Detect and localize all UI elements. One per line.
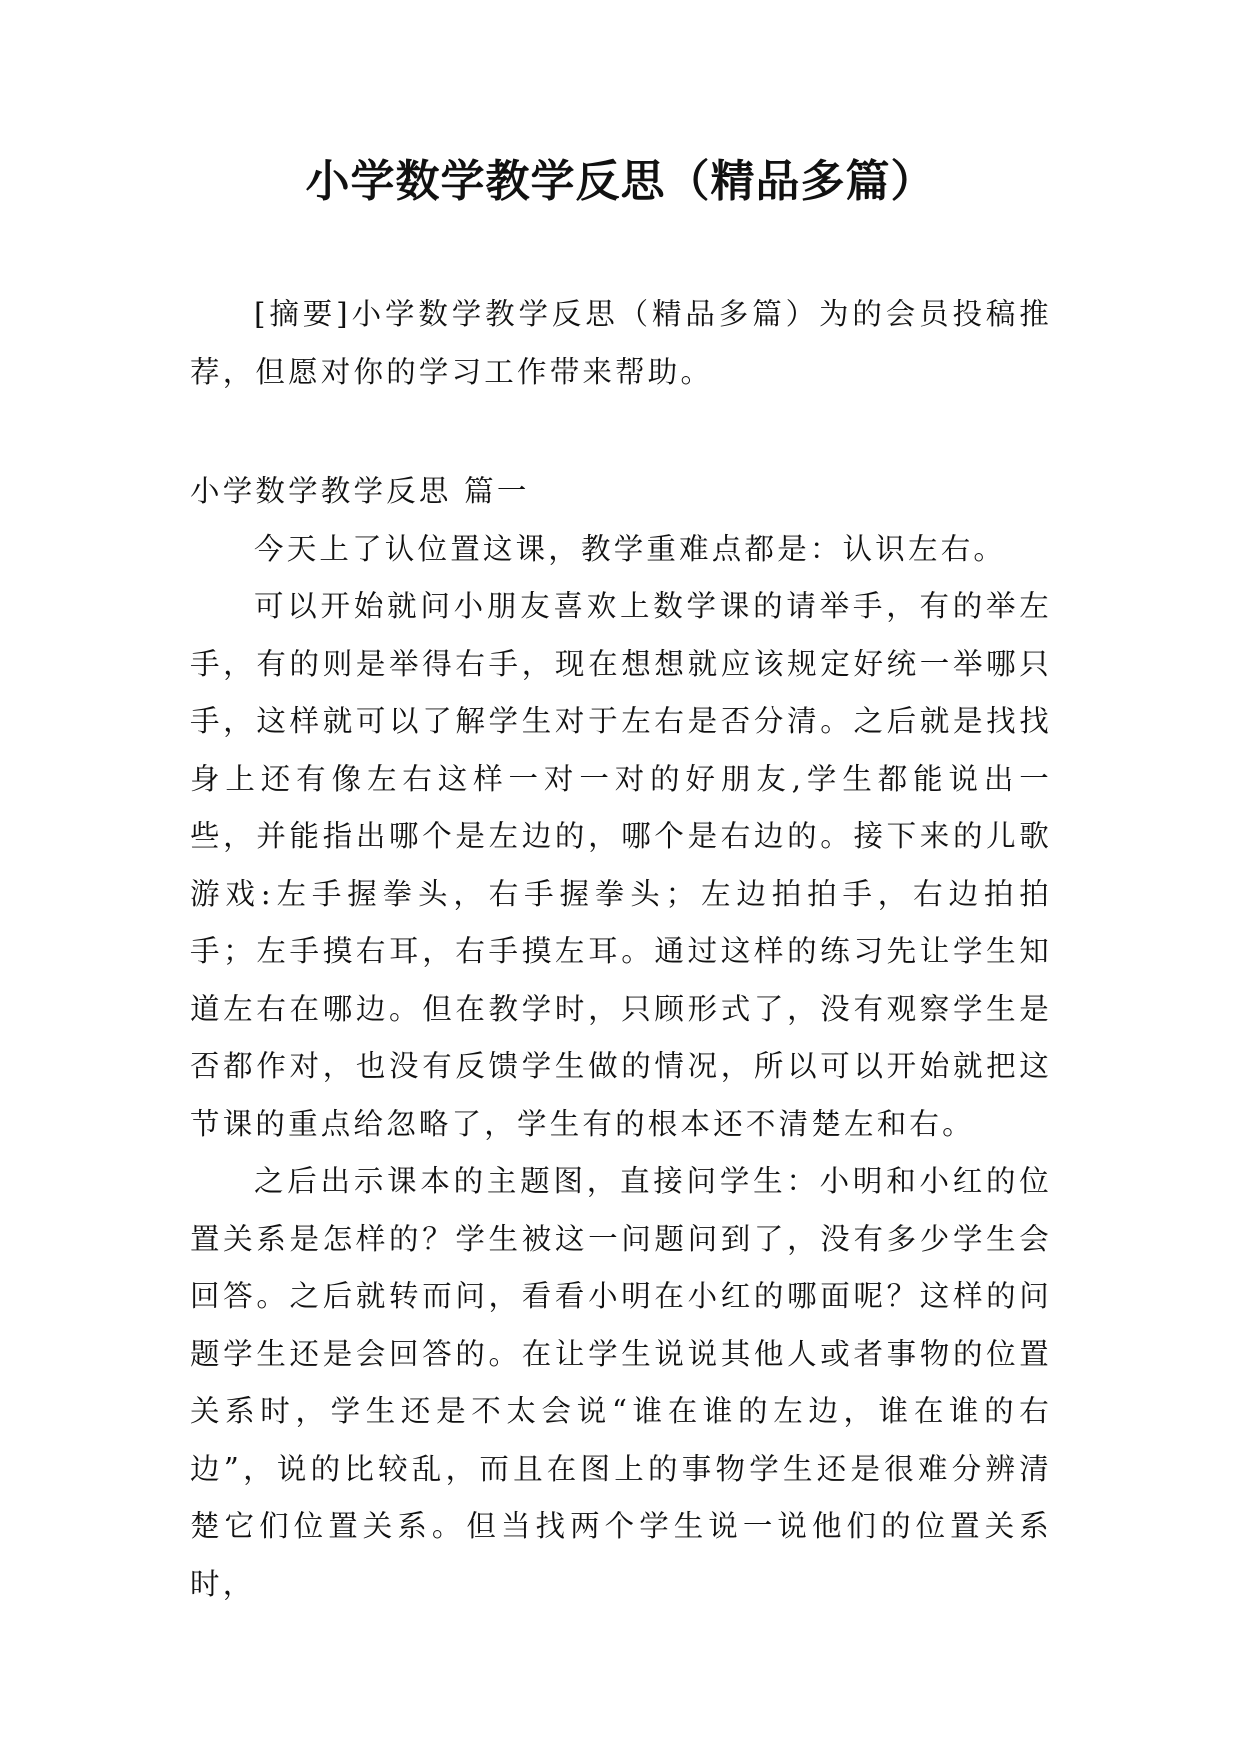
article-body xyxy=(190,463,1052,1613)
body-paragraph: 今天上了认位置这课，教学重难点都是：认识左右。 xyxy=(254,531,1007,566)
document-title: 小学数学教学反思（精品多篇） xyxy=(305,156,936,207)
body-paragraph: 之后出示课本的主题图，直接问学生：小明和小红的位置关系是怎样的？学生被这一问题问到了，没有多少学生会回答。之后就转而问，看看小明在小红的哪面呢？这样的问题学生还是会回答的。在让学生说说其他人或者事物的位置关系时，学生还是不太会说“谁在谁的左边，谁在谁的右边”，说的比较乱，而且在图上的事物学生还是很难分辨清楚它们位置关系。但当找两个学生说一说他们的位置关系时， xyxy=(190,1164,1052,1601)
abstract-paragraph: [摘要]小学数学教学反思（精品多篇）为的会员投稿推荐，但愿对你的学习工作带来帮助。 xyxy=(190,297,1052,389)
section-heading: 小学数学教学反思 篇一 xyxy=(190,474,530,508)
abstract-block xyxy=(190,286,1052,401)
body-paragraph: 可以开始就问小朋友喜欢上数学课的请举手，有的举左手，有的则是举得右手，现在想想就应该规定好统一举哪只手，这样就可以了解学生对于左右是否分清。之后就是找找身上还有像左右这样一对一对的好朋友,学生都能说出一些，并能指出哪个是左边的，哪个是右边的。接下来的儿歌游戏:左手握拳头，右手握拳头；左边拍拍手，右边拍拍手；左手摸右耳，右手摸左耳。通过这样的练习先让学生知道左右在哪边。但在教学时，只顾形式了，没有观察学生是否都作对，也没有反馈学生做的情况，所以可以开始就把这节课的重点给忽略了，学生有的根本还不清楚左和右。 xyxy=(190,589,1052,1141)
